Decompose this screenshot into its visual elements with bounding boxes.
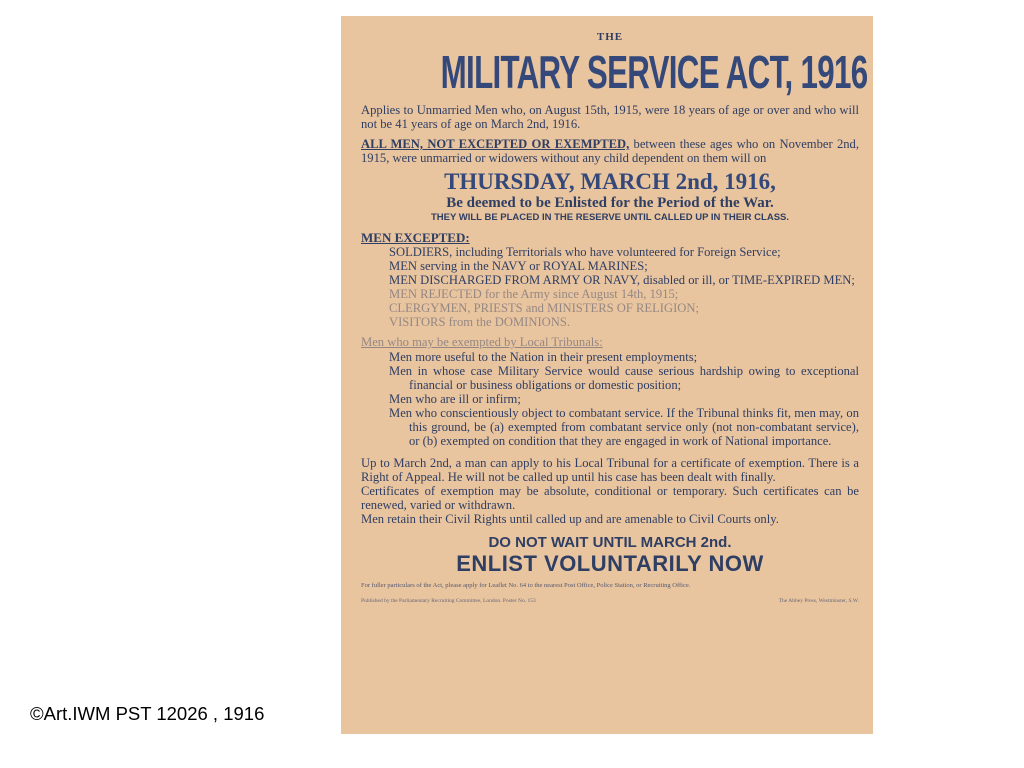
civil-rights-paragraph: Men retain their Civil Rights until called up and are amenable to Civil Courts only.: [361, 512, 779, 526]
exempted-list: [361, 350, 859, 448]
all-men-paragraph: [361, 137, 859, 165]
cta-line-2: ENLIST VOLUNTARILY NOW: [456, 551, 764, 576]
image-credit: ©Art.IWM PST 12026 , 1916: [30, 703, 265, 724]
excepted-list: [361, 245, 859, 329]
certificates-paragraph: Certificates of exemption may be absolute, conditional or temporary. Such certificates can be renewed, varied or withdrawn.: [361, 484, 859, 512]
list-item: Men who conscientiously object to combatant service. If the Tribunal thinks fit, men may, on this ground, be (a) exempted from combatant service only (not non-combatant service), or (b) exempted on condition that they are engaged in work of National importance.: [389, 406, 859, 448]
list-item: MEN REJECTED for the Army since August 14th, 1915;: [389, 287, 679, 301]
list-item: MEN DISCHARGED FROM ARMY OR NAVY, disabled or ill, or TIME-EXPIRED MEN;: [389, 273, 855, 287]
deemed-line: Be deemed to be Enlisted for the Period of the War.: [446, 195, 774, 211]
imprint: [361, 598, 859, 605]
list-item: Men more useful to the Nation in their present employments;: [389, 350, 698, 364]
list-item: SOLDIERS, including Territorials who have volunteered for Foreign Service;: [389, 245, 781, 259]
cta-line-1: DO NOT WAIT UNTIL MARCH 2nd.: [488, 534, 732, 551]
imprint-right: The Abbey Press, Westminster, S.W.: [778, 598, 859, 604]
footnote: For fuller particulars of the Act, please apply for Leaflet No. 64 to the nearest Post Office, Police Station, or Recruiting Office.: [361, 582, 691, 589]
date-line: THURSDAY, MARCH 2nd, 1916,: [444, 169, 776, 194]
poster-title: MILITARY SERVICE ACT, 1916: [440, 46, 868, 98]
exempted-heading: Men who may be exempted by Local Tribunals:: [361, 335, 603, 349]
list-item: MEN serving in the NAVY or ROYAL MARINES;: [389, 259, 648, 273]
applies-text: Applies to Unmarried Men who, on August 15th, 1915, were 18 years of age or over and who will not be 41 years of age on March 2nd, 1916.: [361, 103, 859, 131]
poster-header-small: THE: [596, 31, 624, 43]
poster: [341, 16, 873, 734]
list-item: Men who are ill or infirm;: [389, 392, 521, 406]
reserve-line: THEY WILL BE PLACED IN THE RESERVE UNTIL CALLED UP IN THEIR CLASS.: [430, 212, 790, 223]
imprint-left: Published by the Parliamentary Recruiting Committee, London. Poster No. 153: [361, 598, 536, 604]
excepted-heading: MEN EXCEPTED:: [361, 230, 470, 245]
all-men-rest: between these ages who on November 2nd, 1915, were unmarried or widowers without any child dependent on them will on: [361, 137, 859, 165]
appeal-paragraph: Up to March 2nd, a man can apply to his Local Tribunal for a certificate of exemption. There is a Right of Appeal. He will not be called up until his case has been dealt with finally.: [361, 456, 859, 484]
all-men-lead: ALL MEN, NOT EXCEPTED OR EXEMPTED,: [361, 137, 630, 151]
list-item: Men in whose case Military Service would cause serious hardship owing to exceptional financial or business obligations or domestic position;: [389, 364, 859, 392]
list-item: CLERGYMEN, PRIESTS and MINISTERS OF RELIGION;: [389, 301, 699, 315]
list-item: VISITORS from the DOMINIONS.: [389, 315, 570, 329]
